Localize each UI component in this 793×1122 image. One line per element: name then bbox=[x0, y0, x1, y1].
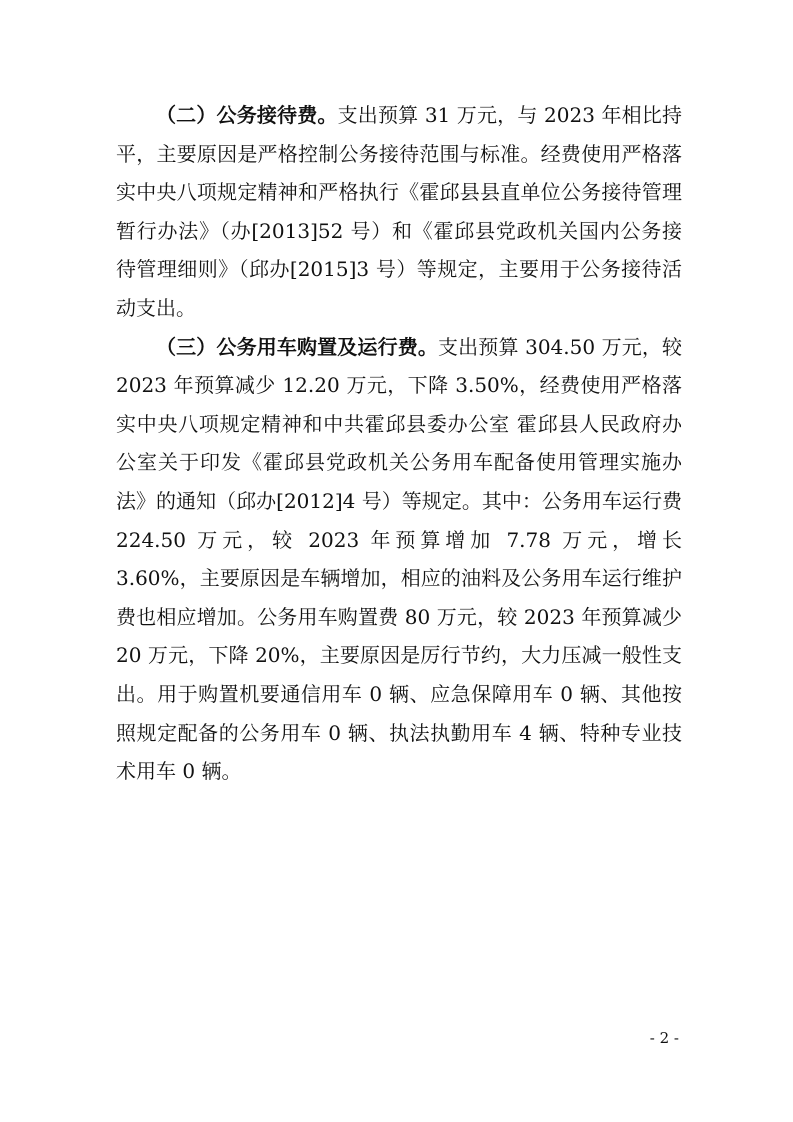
paragraph-heading: （二）公务接待费。 bbox=[156, 103, 338, 127]
paragraph-text: 支出预算 31 万元，与 2023 年相比持平，主要原因是严格控制公务接待范围与标准。经费使用严格落实中央八项规定精神和严格执行《霍邱县县直单位公务接待管理暂行办法》（办[2013]52 号）和《霍邱县党政机关国内公务接待管理细则》（邱办[2015]3 号）等规定，主要用于公务接待活动支出。 bbox=[116, 103, 683, 320]
page-number: - 2 - bbox=[649, 1029, 679, 1047]
paragraph-reception-expenses bbox=[116, 96, 682, 328]
document-body bbox=[116, 96, 682, 791]
paragraph-text: 支出预算 304.50 万元，较 2023 年预算减少 12.20 万元，下降 3.50%，经费使用严格落实中央八项规定精神和中共霍邱县委办公室 霍邱县人民政府办公室关于印发《霍邱县党政机关公务用车配备使用管理实施办法》的通知（邱办[2012]4 号）等规定。其中：公务用车运行费 224.50 万元，较 2023 年预算增加 7.78 万元，增长 3.60%，主要原因是车辆增加，相应的油料及公务用车运行维护费也相应增加。公务用车购置费 80 万元，较 2023 年预算减少 20 万元，下降 20%，主要原因是厉行节约，大力压减一般性支出。用于购置机要通信用车 0 辆、应急保障用车 0 辆、其他按照规定配备的公务用车 0 辆、执法执勤用车 4 辆、特种专业技术用车 0 辆。 bbox=[116, 334, 683, 784]
paragraph-heading: （三）公务用车购置及运行费。 bbox=[156, 334, 439, 359]
paragraph-vehicle-expenses bbox=[116, 328, 682, 791]
